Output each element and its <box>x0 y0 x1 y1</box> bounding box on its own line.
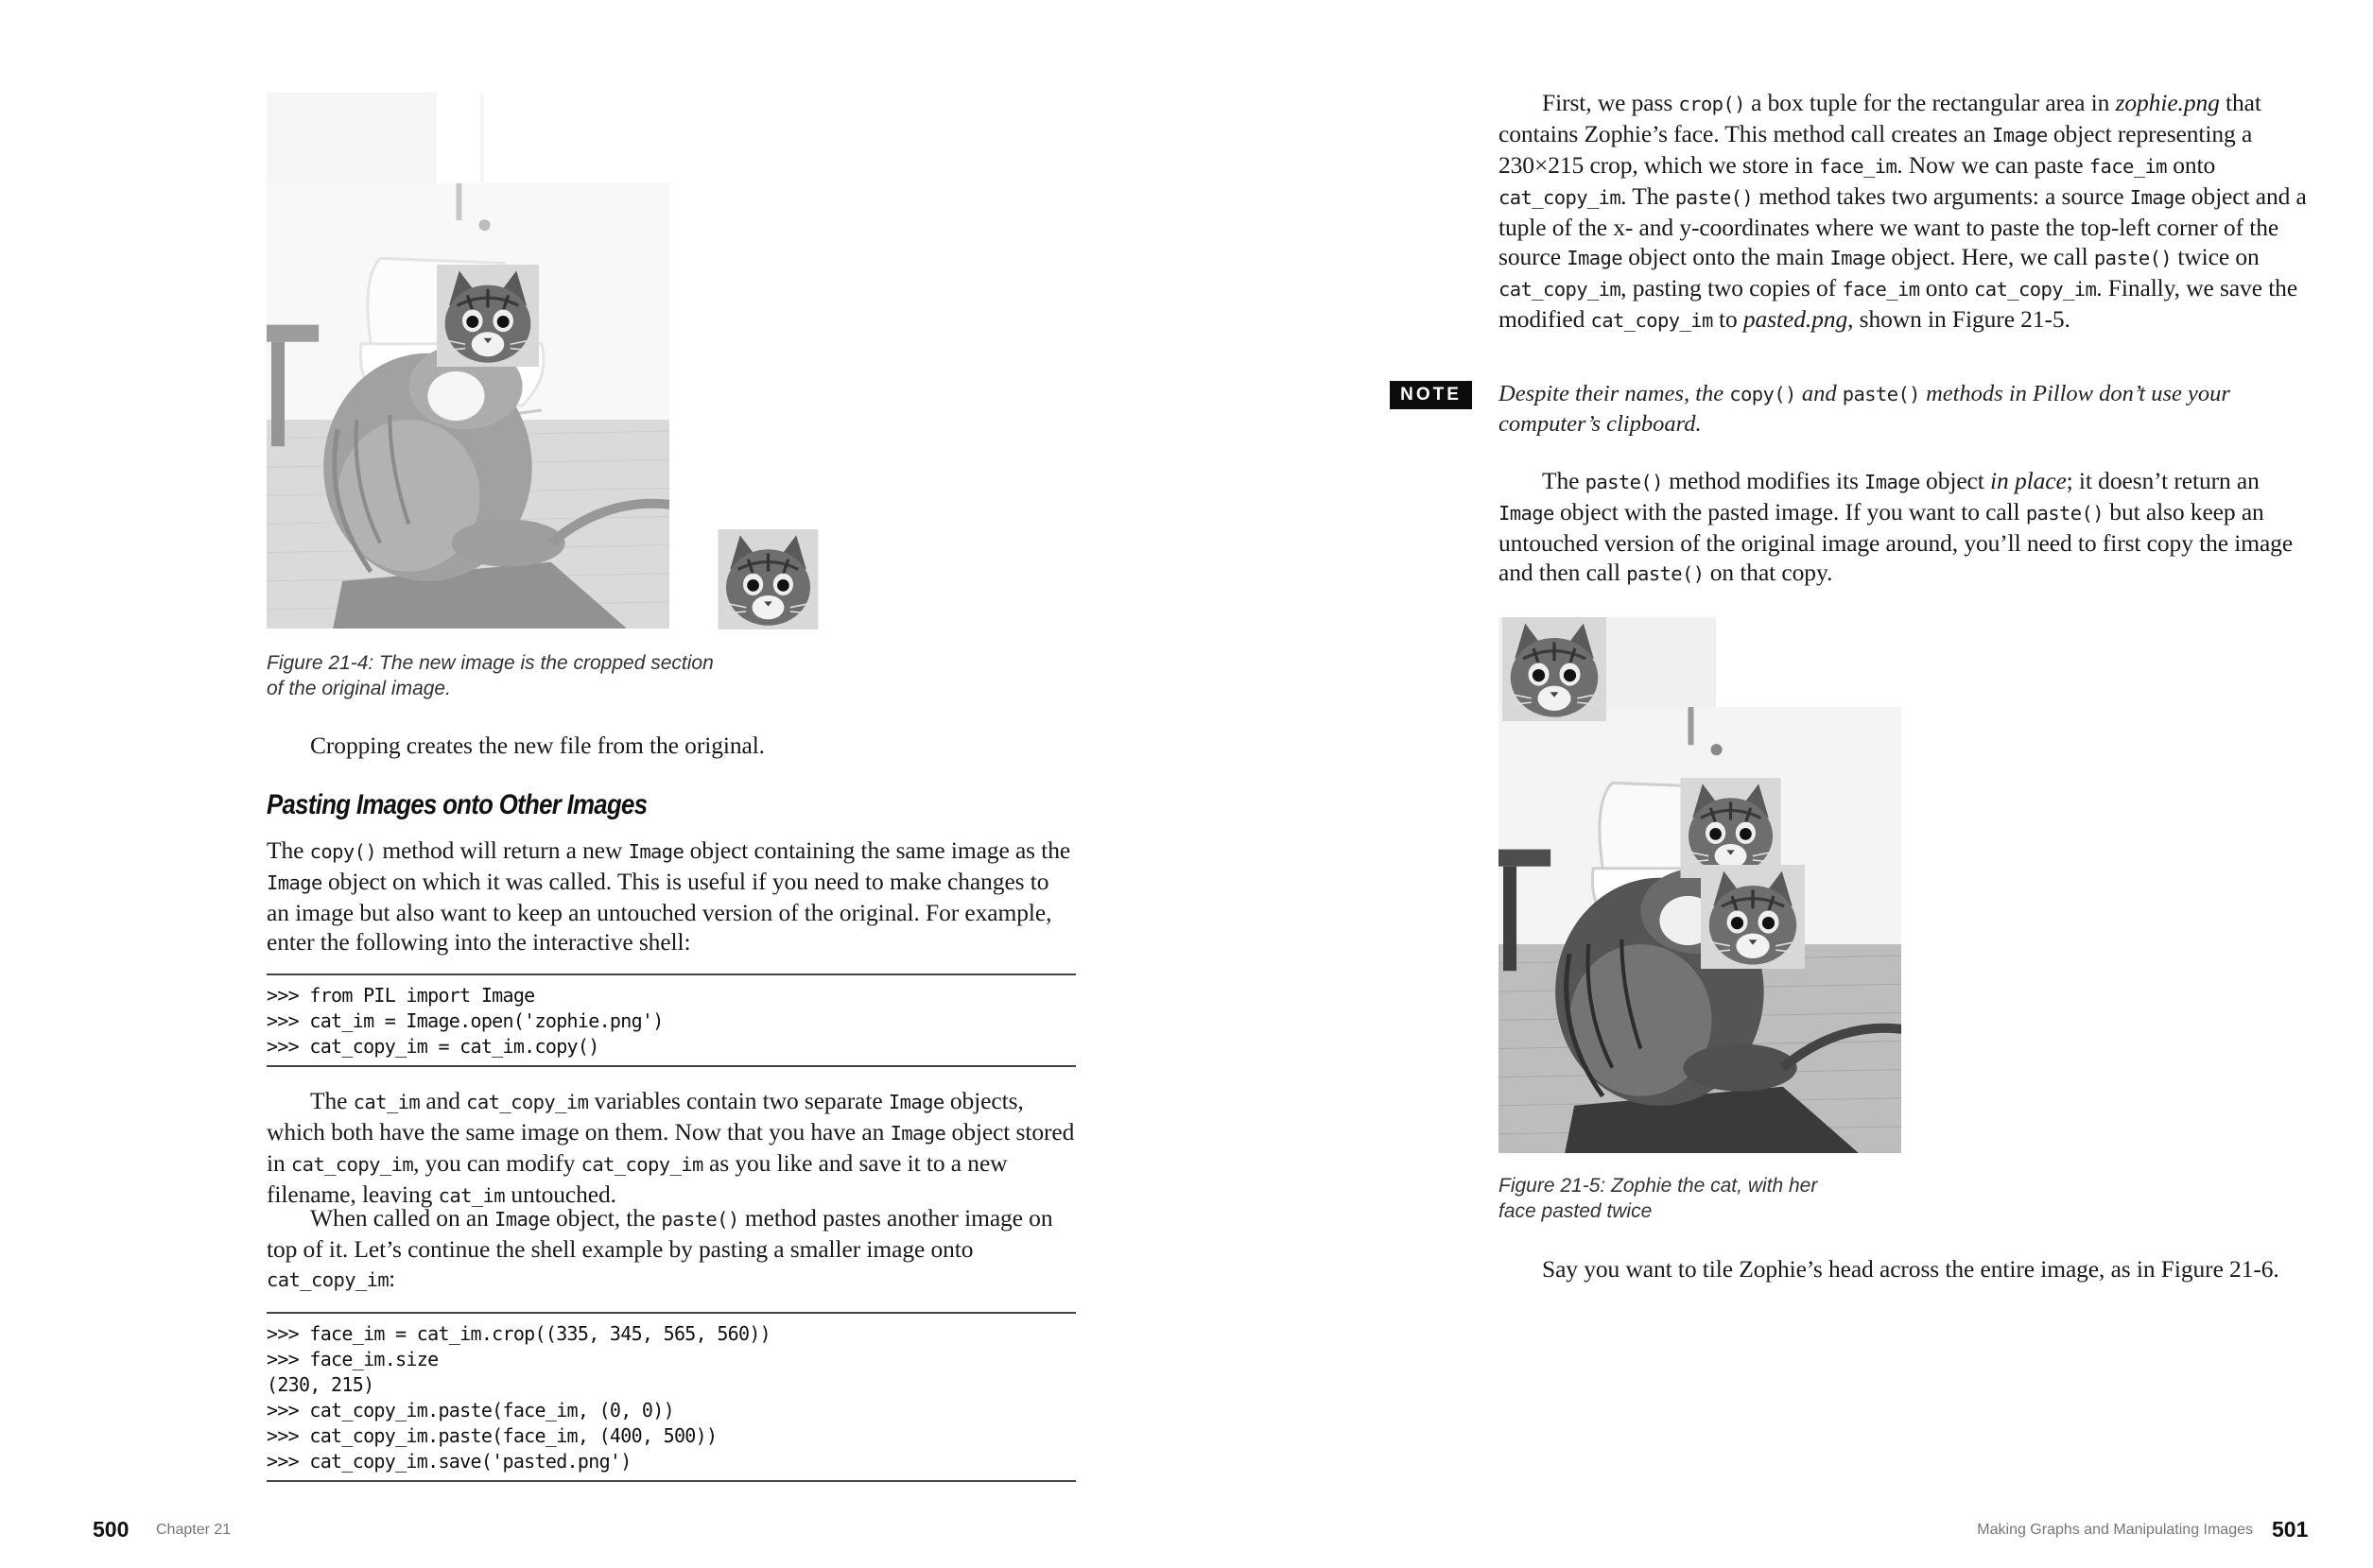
text-run: untouched. <box>505 1180 616 1208</box>
paragraph-cropping <box>267 731 1076 760</box>
inline-code: Image <box>1498 502 1554 525</box>
figure-21-4-cropped-face <box>714 529 823 629</box>
inline-code: Image <box>1829 247 1886 269</box>
inline-code: cat_copy_im <box>466 1091 589 1113</box>
emphasis: pasted.png <box>1742 305 1848 333</box>
paragraph-in-place <box>1498 466 2312 589</box>
code-line: >>> face_im = cat_im.crop((335, 345, 565, 560)) <box>267 1322 771 1345</box>
text-run: object. Here, we call <box>1885 243 2094 270</box>
text-run: . Now we can paste <box>1897 151 2089 179</box>
code-line: >>> face_im.size <box>267 1348 439 1370</box>
inline-code: cat_copy_im <box>1498 186 1621 209</box>
inline-code: Image <box>2129 186 2186 209</box>
cat-room-photo-faded <box>267 93 669 629</box>
text-run: but also keep an untouched version of the original image around, you’ll need to first copy the image and then call <box>1498 498 2294 586</box>
text-run: object on which it was called. This is useful if you need to make changes to an image but also want to keep an untouched version of the original. For example, enter the following into the interactive shell: <box>267 868 1052 956</box>
emphasis: zophie.png <box>2115 89 2220 116</box>
figure-21-5-pasted-image <box>1498 617 1901 1153</box>
text-run: object onto the main <box>1621 243 1830 270</box>
figure-21-5-caption <box>1498 1173 2066 1224</box>
text-run: methods in Pillow don’t use your computer’s clipboard. <box>1498 381 2230 437</box>
text-run: When called on an <box>310 1204 495 1232</box>
text-run: object, the <box>549 1204 662 1232</box>
text-run: , pasting two copies of <box>1620 274 1843 302</box>
text-run: The <box>267 836 310 864</box>
emphasis: in place <box>1990 467 2067 494</box>
text-run: method modifies its <box>1662 467 1865 494</box>
inline-code: paste() <box>1626 562 1705 585</box>
text-run: a box tuple for the rectangular area in <box>1744 89 2116 116</box>
inline-code: copy() <box>309 840 377 863</box>
running-head: Making Graphs and Manipulating Images <box>1977 1522 2253 1538</box>
text-run: The <box>1542 467 1585 494</box>
inline-code: Image <box>1567 247 1622 269</box>
text-run: and <box>420 1087 467 1114</box>
inline-code: cat_copy_im <box>1974 278 2097 301</box>
note-badge: NOTE <box>1390 381 1472 409</box>
inline-code: cat_copy_im <box>1590 309 1713 332</box>
text-run: object <box>1919 467 1991 494</box>
inline-code: Image <box>890 1122 946 1145</box>
paragraph-copy-method <box>267 836 1076 956</box>
code-line: >>> cat_copy_im.paste(face_im, (400, 500)) <box>267 1424 718 1447</box>
paragraph-tile <box>1498 1254 2312 1284</box>
text-run: and <box>1795 381 1843 406</box>
cat-room-photo-pasted <box>1498 617 1901 1153</box>
inline-code: cat_im <box>353 1091 421 1113</box>
cat-face-crop-icon <box>714 529 823 629</box>
code-block-copy <box>267 974 1076 1067</box>
chapter-label: Chapter 21 <box>156 1522 232 1538</box>
text-run: : <box>389 1265 396 1292</box>
inline-code: paste() <box>1674 186 1754 209</box>
inline-code: Image <box>888 1091 944 1113</box>
inline-code: paste() <box>2025 502 2105 525</box>
text-run: method will return a new <box>376 836 629 864</box>
page-number: 500 <box>93 1517 130 1542</box>
inline-code: paste() <box>1842 383 1920 405</box>
caption-line: face pasted twice <box>1498 1200 1653 1222</box>
paragraph-variables <box>267 1086 1076 1211</box>
page-number: 501 <box>2272 1517 2309 1542</box>
caption-line: of the original image. <box>267 678 451 699</box>
text-run: Despite their names, the <box>1498 381 1730 406</box>
inline-code: paste() <box>661 1208 739 1231</box>
text-run: object with the pasted image. If you want to call <box>1553 498 2026 526</box>
left-page <box>0 0 1186 1568</box>
inline-code: Image <box>1864 471 1920 493</box>
inline-code: face_im <box>1842 278 1920 301</box>
inline-code: paste() <box>1585 471 1663 493</box>
inline-code: Image <box>267 871 322 894</box>
inline-code: copy() <box>1729 383 1796 405</box>
text-run: The <box>310 1087 354 1114</box>
text-run: variables contain two separate <box>588 1087 889 1114</box>
text-run: onto <box>2166 151 2216 179</box>
paragraph-text: Cropping creates the new file from the original. <box>310 732 765 759</box>
text-run: First, we pass <box>1542 89 1679 116</box>
text-run: that contains Zophie’s face. This method call creates an <box>1498 89 2261 147</box>
code-line: >>> cat_im = Image.open('zophie.png') <box>267 1009 664 1032</box>
inline-code: Image <box>494 1208 550 1231</box>
code-line: >>> cat_copy_im = cat_im.copy() <box>267 1035 599 1058</box>
inline-code: paste() <box>2093 247 2173 269</box>
code-line: (230, 215) <box>267 1373 374 1396</box>
inline-code: Image <box>1991 124 2048 146</box>
inline-code: cat_im <box>438 1184 506 1207</box>
text-run: method pastes another image on top of it. Let’s continue the shell example by pasting a smaller image onto <box>267 1204 1053 1263</box>
inline-code: cat_copy_im <box>580 1153 703 1176</box>
text-run: twice on <box>2172 243 2260 270</box>
text-run: objects, which both have the same image on them. Now that you have an <box>267 1087 1024 1146</box>
text-run: ; it doesn’t return an <box>2066 467 2260 494</box>
figure-21-4-caption <box>267 650 834 701</box>
text-run: . The <box>1620 182 1675 210</box>
text-run: onto <box>1919 274 1975 302</box>
note-text <box>1498 379 2312 439</box>
inline-code: face_im <box>2088 155 2167 178</box>
inline-code: face_im <box>1819 155 1897 178</box>
paragraph-paste-method <box>267 1203 1076 1295</box>
caption-line: Figure 21-5: Zophie the cat, with her <box>1498 1175 1818 1197</box>
text-run: , shown in Figure 21-5. <box>1847 305 2070 333</box>
inline-code: cat_copy_im <box>1498 278 1621 301</box>
caption-line: Figure 21-4: The new image is the cropped section <box>267 652 714 674</box>
code-line: >>> cat_copy_im.paste(face_im, (0, 0)) <box>267 1399 674 1422</box>
paragraph-crop-explanation <box>1498 88 2312 336</box>
text-run: object containing the same image as the <box>684 836 1071 864</box>
inline-code: Image <box>628 840 684 863</box>
text-run: as you like and save it to a new filename, leaving <box>267 1149 1008 1208</box>
paragraph-text: Say you want to tile Zophie’s head across the entire image, as in Figure 21-6. <box>1542 1255 2279 1283</box>
text-run: object stored in <box>267 1118 1075 1177</box>
text-run: . Finally, we save the modified <box>1498 274 2298 333</box>
text-run: on that copy. <box>1704 559 1833 586</box>
inline-code: cat_copy_im <box>267 1268 390 1291</box>
inline-code: crop() <box>1678 93 1745 115</box>
code-line: >>> cat_copy_im.save('pasted.png') <box>267 1450 632 1473</box>
figure-21-4-original-image <box>267 93 669 629</box>
right-page <box>1186 0 2373 1568</box>
inline-code: cat_copy_im <box>290 1153 414 1176</box>
section-heading: Pasting Images onto Other Images <box>267 789 648 820</box>
text-run: method takes two arguments: a source <box>1753 182 2130 210</box>
text-run: , you can modify <box>413 1149 581 1177</box>
text-run: object representing a 230×215 crop, which we store in <box>1498 120 2253 179</box>
text-run: to <box>1712 305 1743 333</box>
text-run: object and a tuple of the x- and y-coordinates where we want to paste the top-left corner of the source <box>1498 182 2307 270</box>
code-line: >>> from PIL import Image <box>267 984 535 1007</box>
code-block-paste <box>267 1312 1076 1482</box>
